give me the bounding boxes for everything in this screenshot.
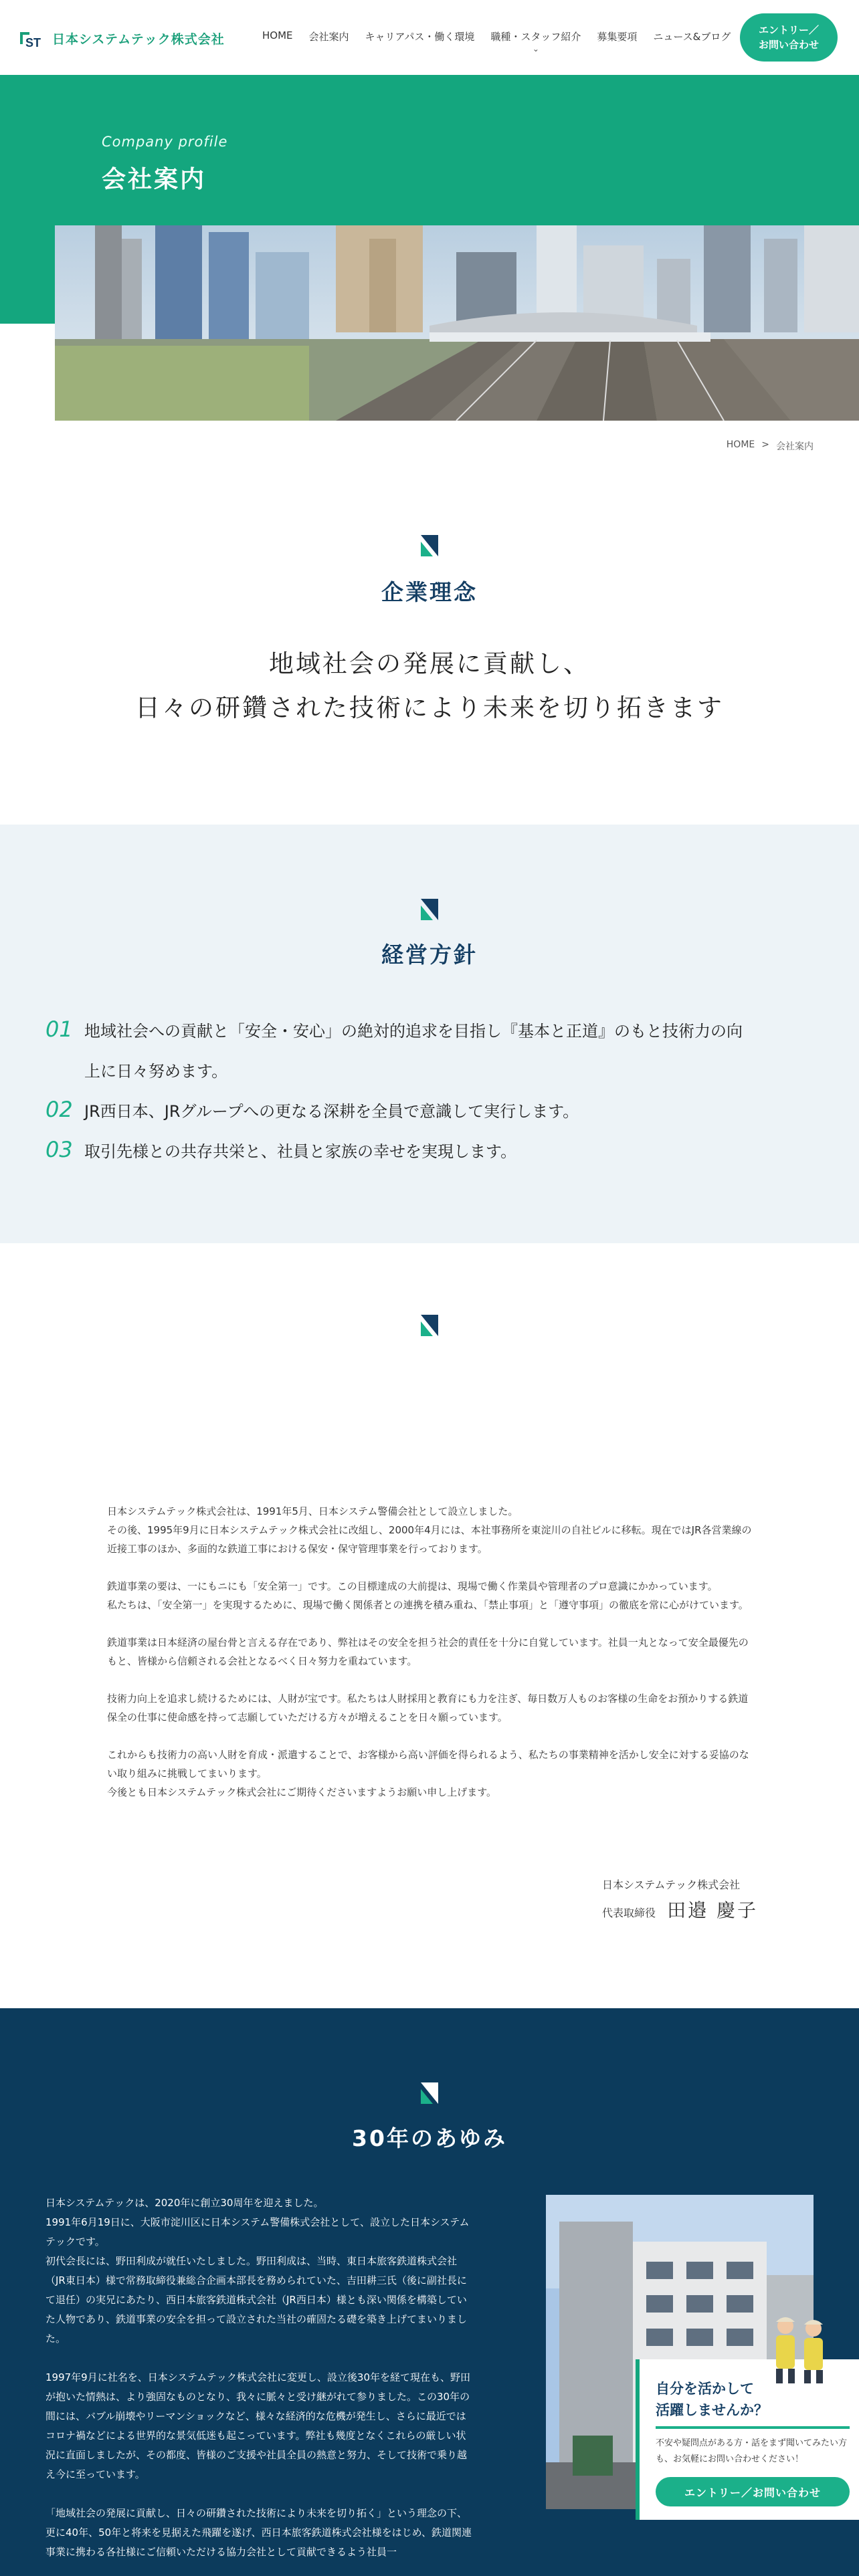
hero-band [0,75,859,225]
policy-item [45,1091,815,1132]
nav-career[interactable]: キャリアパス・働く環境 [365,31,475,43]
philosophy-line-1: 地域社会の発展に貢献し、 [269,649,590,678]
hero-band-left [0,225,55,324]
hero-subtitle-en: Company profile [102,134,228,150]
message-paragraph: 鉄道事業の要は、一にもニにも「安全第一」です。この目標達成の大前提は、現場で働く作業員や管理者のプロ意識にかかっています。 私たちは、「安全第一」を実現するために、現場で働く関係者との連携を積み重ね、「禁止事項」と「遵守事項」の徹底を常に心がけています。 [107,1580,749,1611]
policy-item [45,1011,815,1091]
cta-description: 不安や疑問点がある方・話をまず聞いてみたい方も、お気軽にお問い合わせください！ [656,2438,848,2464]
message-paragraph: 鉄道事業は日本経済の屋台骨と言える存在であり、弊社はその安全を担う社会的責任を十分に自覚しています。社員一丸となって安全最優先のもと、皆様から信頼される会社となるべく日々努力を重ねています。 [107,1636,749,1667]
breadcrumb [727,439,814,453]
signature [602,1876,758,1923]
history-paragraph: 「地域社会の発展に貢献し、日々の研鑽された技術により未来を切り拓く」という理念の下、更に40年、50年と将来を見据えた飛躍を遂げ、西日本旅客鉄道株式会社様をはじめ、鉄道関連事業に携わる各社様にご信頼いただける協力会社として貢献できるよう社員一 [45,2507,472,2558]
section-mark-icon [421,1315,438,1336]
history-title: 30年のあゆみ [352,2125,507,2151]
policy-number: 01 [45,1016,73,1042]
global-nav [254,29,739,53]
policy-text: 取引先様との共存共栄と、社員と家族の幸せを実現します。 [84,1142,517,1161]
breadcrumb-separator: > [761,439,769,450]
policy-item [45,1132,815,1172]
policy-text-b: 上に日々努めます。 [84,1062,228,1081]
section-mark-icon [421,899,438,920]
philosophy-title: 企業理念 [381,579,478,605]
policy-list [45,1011,815,1172]
president-message [107,1502,752,1820]
cta-title [656,2378,768,2421]
hero-cityscape-image [55,225,859,421]
logo-mark-icon [20,27,47,49]
nav-staff[interactable] [482,29,589,53]
policy-number: 03 [45,1137,73,1162]
philosophy-line-2: 日々の研鑽された技術により未来を切り拓きます [135,693,724,722]
entry-button-line1: エントリー／ [758,23,819,36]
policy-text [84,1011,743,1091]
close-icon[interactable]: ✕ [834,2359,850,2381]
history-text [45,2193,474,2576]
message-paragraph: 日本システムテック株式会社は、1991年5月、日本システム警備会社として設立しました。 その後、1995年9月に日本システムテック株式会社に改組し、2000年4月には、本社事務所を東淀川の自社ビルに移転。現在ではJR各営業線の近接工事のほか、多面的な鉄道工事における保安・保守管理事業を行っております。 [107,1505,752,1555]
history-paragraph: 1997年9月に社名を、日本システムテック株式会社に変更し、設立後30年を経て現在も、野田が抱いた情熱は、より強固なものとなり、我々に脈々と受け継がれて参りました。この30年の間には、バブル崩壊やリーマンショックなど、様々な経済的な危機が発生し、さらに最近ではコロナ禍などによる世界的な景気低迷も起こっています。弊社も幾度となくこれらの厳しい状況に直面しましたが、その都度、皆様のご支援や社員全員の熱意と努力、そして技術で乗り越え今に至っています。 [45,2371,471,2480]
staff-illustration-icon [759,2311,839,2385]
section-mark-icon [421,535,438,556]
message-paragraph: これからも技術力の高い人財を育成・派遣することで、お客様から高い評価を得られるよう、私たちの事業精神を活かし安全に対する妥協のない取り組みに挑戦してまいります。 今後とも日本システムテック株式会社にご期待くださいますようお願い申し上げます。 [107,1749,749,1798]
signature-role: 代表取締役 [602,1907,656,1919]
cta-title-line2: 活躍しませんか？ [656,2402,768,2418]
breadcrumb-home[interactable]: HOME [726,439,755,450]
history-paragraph: 日本システムテックは、2020年に創立30周年を迎えました。 1991年6月19日に、大阪市淀川区に日本システム警備株式会社として、設立した日本システムテックです。 初代会長には、野田利成が就任いたしました。野田利成は、当時、東日本旅客鉄道株式会社（JR東日本）様で常務取締役兼総合企画本部長を務められていた、吉田耕三氏（後に副社長にて退任）の実兄にあたり、西日本旅客鉄道株式会社（JR西日本）様とも深い関係を構築していた人物であり、鉄道事業の安全を担って設立された当社の確固たる礎を築き上げてまいりました。 [45,2197,470,2345]
chevron-down-icon: ⌄ [532,44,539,53]
hero-white-block [0,324,55,423]
nav-staff-label: 職種・スタッフ紹介 [490,31,581,43]
site-logo[interactable] [20,27,225,49]
page-title: 会社案内 [102,166,207,193]
logo-text: 日本システムテック株式会社 [52,31,225,47]
policy-number: 02 [45,1097,73,1122]
nav-company[interactable]: 会社案内 [308,31,349,43]
nav-news[interactable]: ニュース&ブログ [653,31,731,43]
policy-text: JR西日本、JRグループへの更なる深耕を全員で意識して実行します。 [84,1102,579,1121]
policy-title: 経営方針 [381,942,478,968]
section-mark-icon [421,2082,438,2104]
cta-divider [656,2426,850,2429]
message-paragraph: 技術力向上を追求し続けるためには、人財が宝です。私たちは人財採用と教育にも力を注ぎ、毎日数万人ものお客様の生命をお預かりする鉄道保全の仕事に使命感を持って志願していただける方々が増えることを日々願っています。 [107,1693,749,1723]
cta-title-line1: 自分を活かして [656,2381,754,2397]
nav-home[interactable]: HOME [262,29,293,41]
entry-button[interactable] [740,13,838,62]
entry-button-line2: お問い合わせ [758,39,819,51]
svg-text:ST: ST [25,36,41,49]
nav-recruit[interactable]: 募集要項 [597,31,638,43]
breadcrumb-current: 会社案内 [776,441,814,452]
signature-name: 田邉 慶子 [667,1899,759,1921]
cta-entry-button[interactable]: エントリー／お問い合わせ [656,2477,850,2506]
policy-text-a: 地域社会への貢献と「安全・安心」の絶対的追求を目指し『基本と正道』のもと技術力の向 [84,1022,743,1041]
philosophy-statement [0,642,859,730]
signature-company: 日本システムテック株式会社 [602,1879,741,1891]
site-header [0,0,859,75]
